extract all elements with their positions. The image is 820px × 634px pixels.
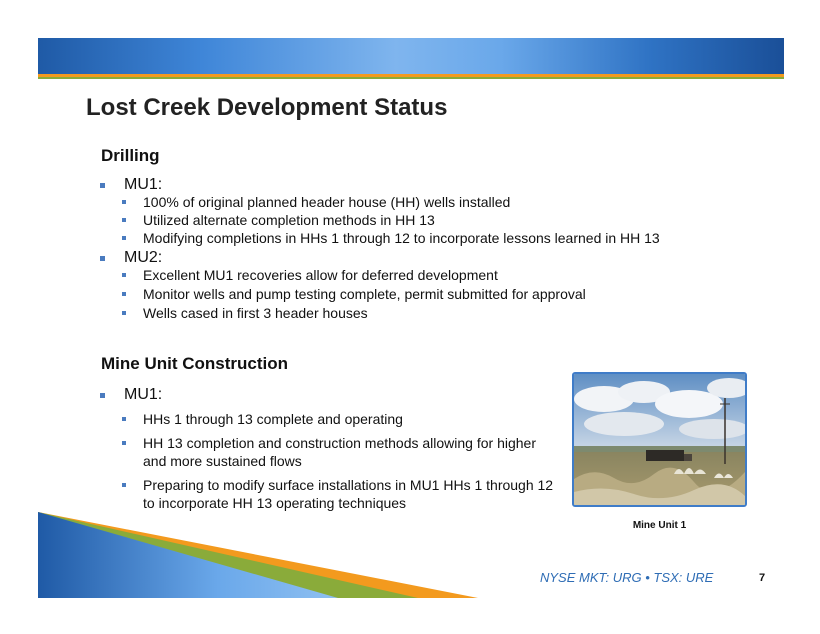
drilling-mu1-sub-item: [122, 229, 660, 247]
header-rule-green: [38, 77, 784, 79]
square-bullet-icon: [122, 441, 126, 445]
drilling-mu1-sub-item: [122, 211, 435, 229]
list-item-text: Utilized alternate completion methods in HH 13: [143, 212, 435, 228]
drilling-heading: Drilling: [101, 146, 160, 165]
list-item-text: 100% of original planned header house (HH) wells installed: [143, 194, 511, 210]
construction-heading: Mine Unit Construction: [101, 354, 288, 373]
square-bullet-icon: [122, 200, 126, 204]
slide-title: Lost Creek Development Status: [86, 94, 448, 121]
square-bullet-icon: [122, 292, 126, 296]
construction-mu1-sub-item: [122, 434, 562, 470]
page-number: 7: [759, 572, 766, 584]
list-item-text: Preparing to modify surface installations in MU1 HHs 1 through 12 to incorporate HH 13 operating techniques: [143, 477, 554, 511]
list-item-text: Excellent MU1 recoveries allow for deferred development: [143, 267, 498, 283]
mine-unit-photo: [572, 372, 747, 507]
drilling-mu2-label: MU2:: [124, 249, 163, 266]
stock-ticker: NYSE MKT: URG • TSX: URE: [540, 570, 714, 585]
footer-swoosh: [38, 506, 478, 598]
list-item-text: HH 13 completion and construction methods allowing for higher and more sustained flows: [143, 435, 536, 469]
landscape-image: [574, 374, 745, 505]
square-bullet-icon: [122, 236, 126, 240]
square-bullet-icon: [122, 273, 126, 277]
square-bullet-icon: [100, 256, 105, 261]
drilling-mu1-sub-item: [122, 193, 510, 211]
square-bullet-icon: [100, 393, 105, 398]
drilling-mu2-sub-item: [122, 266, 498, 284]
drilling-mu2-sub-item: [122, 285, 586, 303]
list-item-text: Monitor wells and pump testing complete, permit submitted for approval: [143, 286, 586, 302]
photo-caption: Mine Unit 1: [632, 520, 687, 531]
list-item-text: Wells cased in first 3 header houses: [143, 305, 368, 321]
square-bullet-icon: [100, 183, 105, 188]
header-banner: [38, 38, 784, 74]
construction-mu1-sub-item: [122, 410, 562, 428]
drilling-mu1-label: MU1:: [124, 176, 163, 193]
list-item-text: Modifying completions in HHs 1 through 12 to incorporate lessons learned in HH 13: [143, 230, 660, 246]
square-bullet-icon: [122, 218, 126, 222]
square-bullet-icon: [122, 483, 126, 487]
drilling-mu2-sub-item: [122, 304, 368, 322]
square-bullet-icon: [122, 417, 126, 421]
square-bullet-icon: [122, 311, 126, 315]
list-item-text: HHs 1 through 13 complete and operating: [143, 411, 403, 427]
construction-mu1-label: MU1:: [124, 386, 163, 403]
